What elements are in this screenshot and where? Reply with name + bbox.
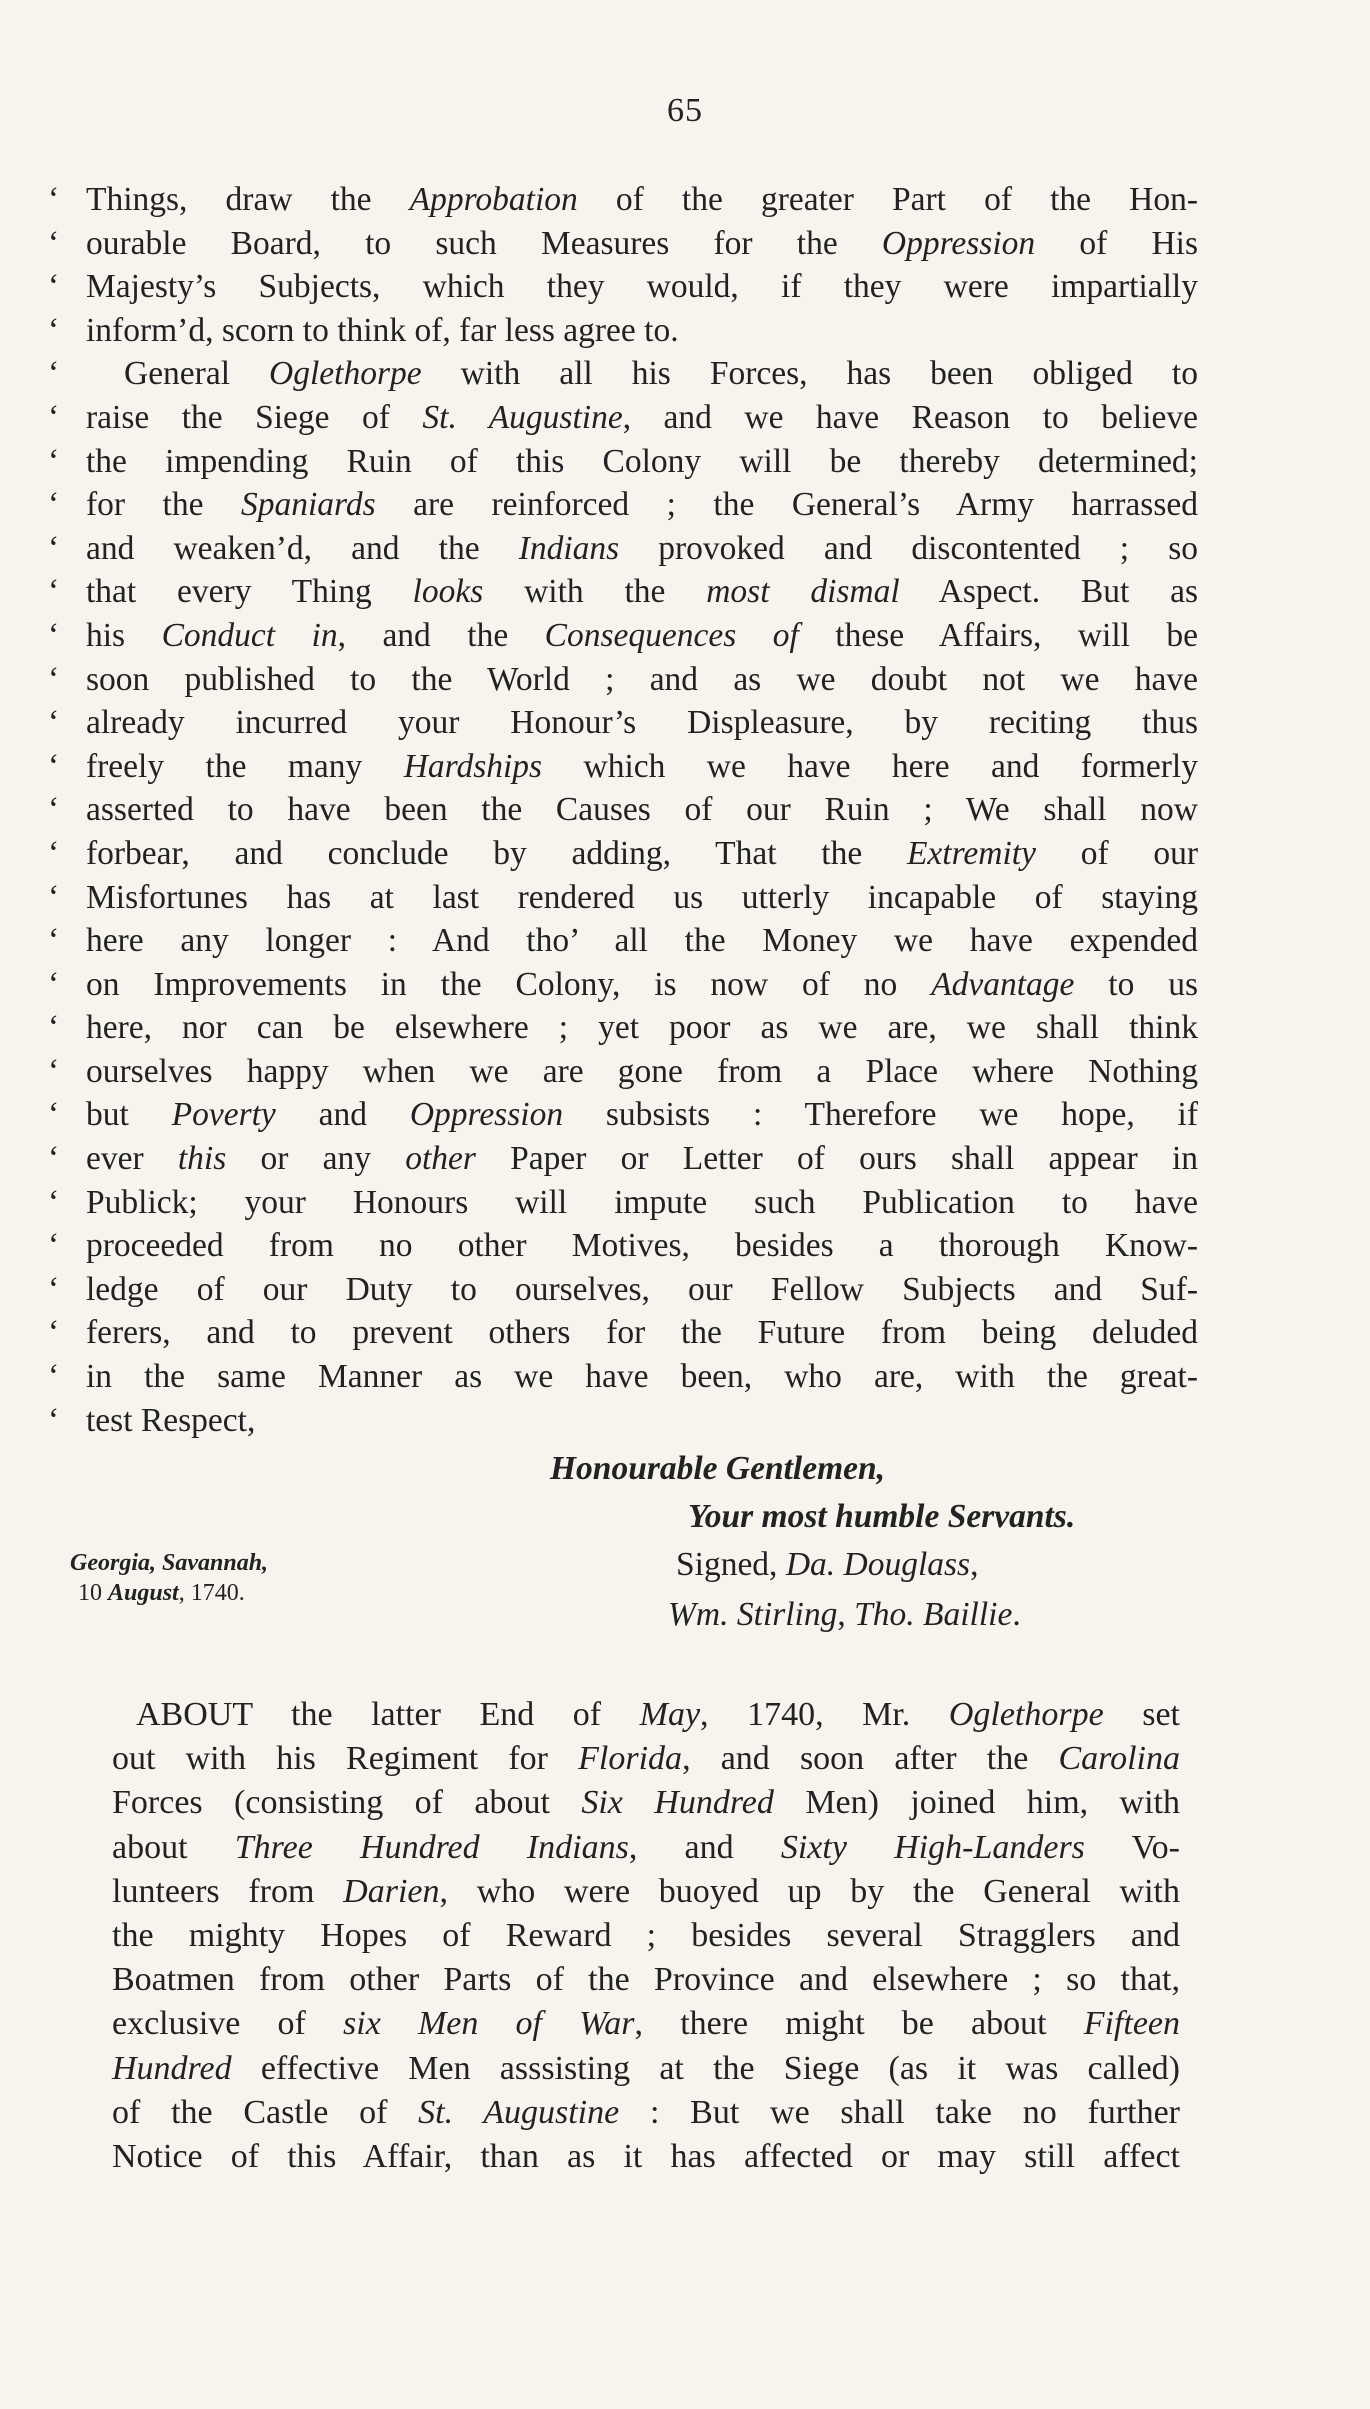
quote-mark: ‘ bbox=[48, 1009, 60, 1047]
letter-line bbox=[48, 483, 1198, 527]
quote-mark: ‘ bbox=[48, 660, 60, 698]
quote-mark: ‘ bbox=[48, 1052, 60, 1090]
letter-line-text: Majesty’s Subjects, which they would, if they were impartially bbox=[86, 268, 1198, 306]
narrative-line: about Three Hundred Indians, and Sixty High-Landers Vo- bbox=[112, 1828, 1180, 1866]
letter-line bbox=[48, 1355, 1198, 1399]
letter-line bbox=[48, 309, 1198, 353]
letter-line bbox=[48, 788, 1198, 832]
letter-line bbox=[48, 352, 1198, 396]
quote-mark: ‘ bbox=[48, 834, 60, 872]
signature-line-2: Wm. Stirling, Tho. Baillie. bbox=[668, 1596, 1021, 1633]
quote-mark: ‘ bbox=[48, 747, 60, 785]
quote-mark: ‘ bbox=[48, 1270, 60, 1308]
letter-line-text: ever this or any other Paper or Letter of ours shall appear in bbox=[86, 1140, 1199, 1178]
letter-line-text: for the Spaniards are reinforced ; the General’s Army harrassed bbox=[86, 486, 1198, 524]
letter-line bbox=[48, 1311, 1198, 1355]
quote-mark: ‘ bbox=[48, 181, 60, 218]
quote-mark: ‘ bbox=[48, 965, 60, 1003]
letter-line-text: the impending Ruin of this Colony will be thereby determined; bbox=[86, 442, 1198, 480]
quote-mark: ‘ bbox=[48, 1314, 60, 1352]
quote-mark: ‘ bbox=[48, 616, 60, 654]
letter-line bbox=[48, 1050, 1198, 1094]
letter-line bbox=[48, 440, 1198, 484]
letter-line-text: ourable Board, to such Measures for the Oppression of His bbox=[86, 224, 1198, 262]
letter-line bbox=[48, 1268, 1198, 1312]
letter-line bbox=[48, 1137, 1198, 1181]
letter-line bbox=[48, 1181, 1198, 1225]
letter-line-text: on Improvements in the Colony, is now of no Advantage to us bbox=[86, 965, 1198, 1003]
narrative-line: lunteers from Darien, who were buoyed up by the General with bbox=[112, 1872, 1181, 1910]
quote-mark: ‘ bbox=[48, 268, 60, 306]
letter-line bbox=[48, 1224, 1198, 1268]
letter-line-text: raise the Siege of St. Augustine, and we have Reason to believe bbox=[86, 398, 1198, 436]
letter-line bbox=[48, 527, 1198, 571]
letter-line bbox=[48, 396, 1198, 440]
letter-text bbox=[48, 178, 1198, 1442]
signature-line-1: Signed, Da. Douglass, bbox=[676, 1546, 979, 1583]
letter-line-text: test Respect, bbox=[86, 1401, 256, 1439]
letter-line-text: soon published to the World ; and as we doubt not we have bbox=[86, 660, 1198, 698]
letter-place: Georgia, Savannah, bbox=[70, 1550, 269, 1576]
quote-mark: ‘ bbox=[48, 1401, 60, 1439]
quote-mark: ‘ bbox=[48, 704, 60, 742]
letter-line-text: freely the many Hardships which we have here and formerly bbox=[86, 747, 1198, 785]
narrative-line: Boatmen from other Parts of the Province and elsewhere ; so that, bbox=[112, 1961, 1180, 1999]
letter-line-text: ourselves happy when we are gone from a Place where Nothing bbox=[86, 1052, 1198, 1090]
letter-line bbox=[48, 570, 1198, 614]
quote-mark: ‘ bbox=[48, 1096, 60, 1134]
letter-line-text: proceeded from no other Motives, besides a thorough Know- bbox=[86, 1227, 1198, 1265]
quote-mark: ‘ bbox=[48, 486, 60, 524]
quote-mark: ‘ bbox=[48, 1140, 60, 1178]
narrative-paragraph bbox=[112, 1693, 1180, 2179]
letter-line-text: ferers, and to prevent others for the Future from being deluded bbox=[86, 1314, 1198, 1352]
letter-line bbox=[48, 178, 1198, 222]
letter-date: 10 August, 1740. bbox=[78, 1580, 245, 1606]
quote-mark: ‘ bbox=[48, 573, 60, 611]
letter-line bbox=[48, 832, 1198, 876]
narrative-line: Forces (consisting of about Six Hundred Men) joined him, with bbox=[112, 1784, 1180, 1822]
quote-mark: ‘ bbox=[48, 224, 60, 262]
letter-line bbox=[48, 745, 1198, 789]
quote-mark: ‘ bbox=[48, 922, 60, 960]
letter-line bbox=[48, 919, 1198, 963]
letter-line bbox=[48, 963, 1198, 1007]
quote-mark: ‘ bbox=[48, 355, 60, 393]
quote-mark: ‘ bbox=[48, 878, 60, 916]
letter-line bbox=[48, 265, 1198, 309]
letter-line bbox=[48, 614, 1198, 658]
page-number: 65 bbox=[667, 92, 703, 129]
letter-line-text: forbear, and conclude by adding, That the Extremity of our bbox=[86, 834, 1198, 872]
letter-line-text: already incurred your Honour’s Displeasure, by reciting thus bbox=[86, 704, 1198, 742]
letter-line-text: that every Thing looks with the most dismal Aspect. But as bbox=[86, 573, 1199, 611]
letter-line-text: his Conduct in, and the Consequences of these Affairs, will be bbox=[86, 616, 1199, 654]
letter-line-text: inform’d, scorn to think of, far less agree to. bbox=[86, 311, 679, 349]
narrative-line: Hundred effective Men asssisting at the Siege (as it was called) bbox=[112, 2049, 1180, 2087]
letter-line bbox=[48, 1093, 1198, 1137]
narrative-line: exclusive of six Men of War, there might be about Fifteen bbox=[112, 2005, 1181, 2043]
closing-greeting: Honourable Gentlemen, bbox=[550, 1450, 886, 1487]
quote-mark: ‘ bbox=[48, 791, 60, 829]
quote-mark: ‘ bbox=[48, 311, 60, 349]
quote-mark: ‘ bbox=[48, 529, 60, 567]
narrative-line: Notice of this Affair, than as it has affected or may still affect bbox=[112, 2137, 1180, 2175]
closing-servants: Your most humble Servants. bbox=[688, 1498, 1076, 1535]
narrative-line: ABOUT the latter End of May, 1740, Mr. Oglethorpe set bbox=[136, 1696, 1180, 1733]
narrative-line: the mighty Hopes of Reward ; besides several Stragglers and bbox=[112, 1916, 1180, 1954]
quote-mark: ‘ bbox=[48, 442, 60, 480]
letter-line-text: General Oglethorpe with all his Forces, has been obliged to bbox=[124, 355, 1198, 393]
quote-mark: ‘ bbox=[48, 1227, 60, 1265]
quote-mark: ‘ bbox=[48, 398, 60, 436]
letter-line-text: but Poverty and Oppression subsists : Therefore we hope, if bbox=[86, 1096, 1199, 1134]
letter-line-text: here any longer : And tho’ all the Money we have expended bbox=[86, 922, 1198, 960]
letter-line bbox=[48, 701, 1198, 745]
quote-mark: ‘ bbox=[48, 1183, 60, 1221]
letter-line-text: and weaken’d, and the Indians provoked and discontented ; so bbox=[86, 529, 1198, 567]
letter-line-text: here, nor can be elsewhere ; yet poor as we are, we shall think bbox=[86, 1009, 1198, 1047]
quote-mark: ‘ bbox=[48, 1358, 60, 1396]
letter-line bbox=[48, 1006, 1198, 1050]
letter-line bbox=[48, 1399, 1198, 1443]
letter-line bbox=[48, 658, 1198, 702]
narrative-line: out with his Regiment for Florida, and soon after the Carolina bbox=[112, 1740, 1180, 1778]
letter-line bbox=[48, 876, 1198, 920]
letter-line-text: ledge of our Duty to ourselves, our Fellow Subjects and Suf- bbox=[86, 1270, 1198, 1308]
letter-line-text: Publick; your Honours will impute such Publication to have bbox=[86, 1183, 1198, 1221]
letter-line bbox=[48, 222, 1198, 266]
letter-line-text: asserted to have been the Causes of our Ruin ; We shall now bbox=[86, 791, 1198, 829]
letter-line-text: Misfortunes has at last rendered us utterly incapable of staying bbox=[86, 878, 1198, 916]
letter-line-text: in the same Manner as we have been, who are, with the great- bbox=[86, 1358, 1198, 1396]
letter-closing bbox=[0, 1450, 1370, 1650]
narrative-line: of the Castle of St. Augustine : But we shall take no further bbox=[112, 2093, 1180, 2131]
letter-line-text: Things, draw the Approbation of the greater Part of the Hon- bbox=[86, 181, 1198, 218]
